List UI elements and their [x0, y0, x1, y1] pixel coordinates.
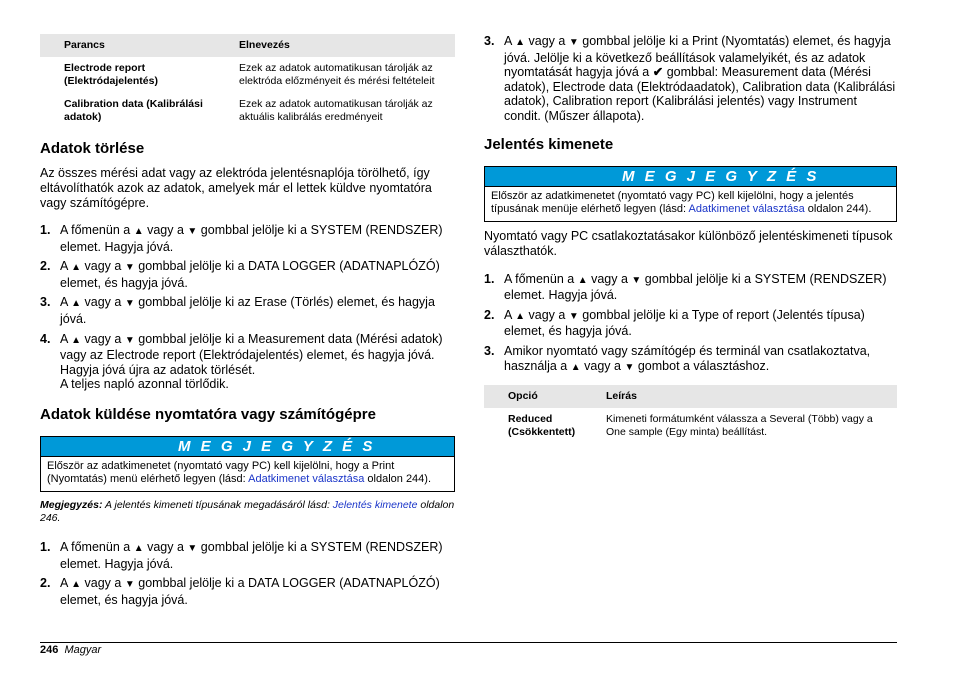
- table-header: Opció: [484, 385, 582, 408]
- footer-language: Magyar: [64, 644, 102, 656]
- down-arrow-icon: ▼: [187, 226, 198, 237]
- footer-divider: [40, 642, 897, 643]
- table-row: [40, 93, 455, 129]
- table-row: [40, 57, 455, 93]
- report-steps: [484, 272, 897, 376]
- note-title: M E G J E G Y Z É S: [485, 167, 896, 187]
- note-text: Először az adatkimenetet (nyomtató vagy PC) kell kijelölni, hogy a Print (Nyomtatás) menü elérhető legyen (lásd: Adatkimenet választása oldalon 244).: [47, 459, 432, 486]
- xref-link[interactable]: Adatkimenet választása: [688, 203, 805, 216]
- table-header: Elnevezés: [215, 34, 455, 57]
- section-heading: Jelentés kimenete: [484, 135, 614, 153]
- down-arrow-icon: ▼: [568, 310, 579, 322]
- list-item: 4. A ▲ vagy a ▼ gombbal jelölje ki a Measurement data (Mérési adatok) vagy az Electrode report (Elektródajelentés) elemet, és hagyja jóvá. Hagyja jóvá újra az adatok törlését. A teljes napló azonnal törlődik.: [40, 331, 443, 392]
- right-column: [484, 34, 897, 444]
- down-arrow-icon: ▼: [124, 298, 135, 310]
- left-column: [40, 34, 455, 612]
- table-row: [484, 408, 897, 444]
- up-arrow-icon: ▲: [515, 310, 526, 322]
- down-arrow-icon: ▼: [624, 361, 635, 373]
- up-arrow-icon: ▲: [515, 37, 526, 48]
- list-item: 2. A ▲ vagy a ▼ gombbal jelölje ki a DATA LOGGER (ADATNAPLÓZÓ) elemet, és hagyja jóvá.: [40, 576, 440, 607]
- table-cell: Ezek az adatok automatikusan tárolják az elektróda előzményeit és mérési feltételeit: [239, 62, 435, 87]
- down-arrow-icon: ▼: [124, 262, 135, 274]
- list-item: 3. A ▲ vagy a ▼ gombbal jelölje ki a Print (Nyomtatás) elemet, és hagyja jóvá. Jelölje ki a következő beállítások valamelyikét, és az adatok nyomtatását hagyja jóvá a ✔ gombbal: Measurement data (Mérési adatok), Electrode data (Elektródaadatok), Calibration data (Kalibrálási adatok), Calibration report (Kalibrálási jelentés) vagy Instrument condit. (Műszer állapota).: [484, 34, 896, 123]
- send-steps-continued: [484, 34, 897, 124]
- table-header-row: [40, 34, 455, 57]
- table-cell: Calibration data (Kalibrálási adatok): [64, 98, 203, 123]
- list-item: 2. A ▲ vagy a ▼ gombbal jelölje ki a Type of report (Jelentés típusa) elemet, és hagyja jóvá.: [484, 307, 865, 339]
- list-item: 3. A ▲ vagy a ▼ gombbal jelölje ki az Erase (Törlés) elemet, és hagyja jóvá.: [40, 295, 435, 326]
- italic-note: Megjegyzés: A jelentés kimeneti típusának megadásáról lásd: Jelentés kimenete oldalon 246.: [40, 498, 455, 524]
- xref-link[interactable]: Jelentés kimenete: [332, 498, 418, 511]
- list-item: 3. Amikor nyomtató vagy számítógép és terminál van csatlakoztatva, használja a ▲ vagy a ▼ gombot a választáshoz.: [484, 343, 871, 373]
- down-arrow-icon: ▼: [187, 542, 198, 554]
- send-steps: [40, 540, 455, 607]
- up-arrow-icon: ▲: [133, 226, 144, 237]
- up-arrow-icon: ▲: [71, 334, 82, 346]
- note-title: M E G J E G Y Z É S: [41, 437, 454, 457]
- delete-steps: [40, 223, 455, 392]
- option-table: [484, 385, 897, 444]
- table-header: Parancs: [40, 34, 215, 57]
- note-box: [484, 166, 897, 222]
- down-arrow-icon: ▼: [124, 579, 135, 591]
- list-item: 1. A főmenün a ▲ vagy a ▼ gombbal jelölje ki a SYSTEM (RENDSZER) elemet. Hagyja jóvá.: [40, 223, 443, 254]
- xref-link[interactable]: Adatkimenet választása: [248, 473, 365, 486]
- list-item: 1. A főmenün a ▲ vagy a ▼ gombbal jelölje ki a SYSTEM (RENDSZER) elemet. Hagyja jóvá.: [484, 271, 887, 303]
- table-cell: Electrode report (Elektródajelentés): [64, 62, 158, 87]
- table-cell: Ezek az adatok automatikusan tárolják az aktuális kalibrálás eredményeit: [239, 98, 433, 123]
- down-arrow-icon: ▼: [568, 37, 579, 48]
- table-header-row: [484, 385, 897, 408]
- table-cell: Reduced (Csökkentett): [508, 413, 576, 439]
- up-arrow-icon: ▲: [570, 361, 581, 373]
- up-arrow-icon: ▲: [71, 579, 82, 591]
- up-arrow-icon: ▲: [133, 542, 144, 554]
- down-arrow-icon: ▼: [124, 334, 135, 346]
- section-heading: Adatok törlése: [40, 140, 145, 157]
- section-heading: Adatok küldése nyomtatóra vagy számítógépre: [40, 405, 376, 423]
- table-cell: Kimeneti formátumként válassza a Several (Több) vagy a One sample (Egy minta) beállítást.: [606, 413, 873, 439]
- page-footer: [40, 644, 101, 656]
- note-box: [40, 436, 455, 492]
- command-table: [40, 34, 455, 129]
- list-item: 2. A ▲ vagy a ▼ gombbal jelölje ki a DATA LOGGER (ADATNAPLÓZÓ) elemet, és hagyja jóvá.: [40, 259, 440, 290]
- list-item: 1. A főmenün a ▲ vagy a ▼ gombbal jelölje ki a SYSTEM (RENDSZER) elemet. Hagyja jóvá.: [40, 539, 443, 571]
- paragraph: Az összes mérési adat vagy az elektróda jelentésnaplója törölhető, így eltávolíthatók azok az adatok, amelyek már el lettek küldve nyomtatóra vagy számítógépre.: [40, 166, 432, 210]
- up-arrow-icon: ▲: [71, 262, 82, 274]
- note-text: Először az adatkimenetet (nyomtató vagy PC) kell kijelölni, hogy a jelentés típusának menüje elérhető legyen (lásd: Adatkimenet választása oldalon 244).: [491, 189, 872, 216]
- down-arrow-icon: ▼: [631, 274, 642, 286]
- page-number: 246: [40, 644, 59, 656]
- checkmark-icon: ✔: [652, 65, 664, 80]
- table-header: Leírás: [582, 385, 897, 408]
- up-arrow-icon: ▲: [71, 298, 82, 310]
- paragraph: Nyomtató vagy PC csatlakoztatásakor különböző jelentéskimeneti típusok választhatók.: [484, 228, 893, 258]
- up-arrow-icon: ▲: [577, 274, 588, 286]
